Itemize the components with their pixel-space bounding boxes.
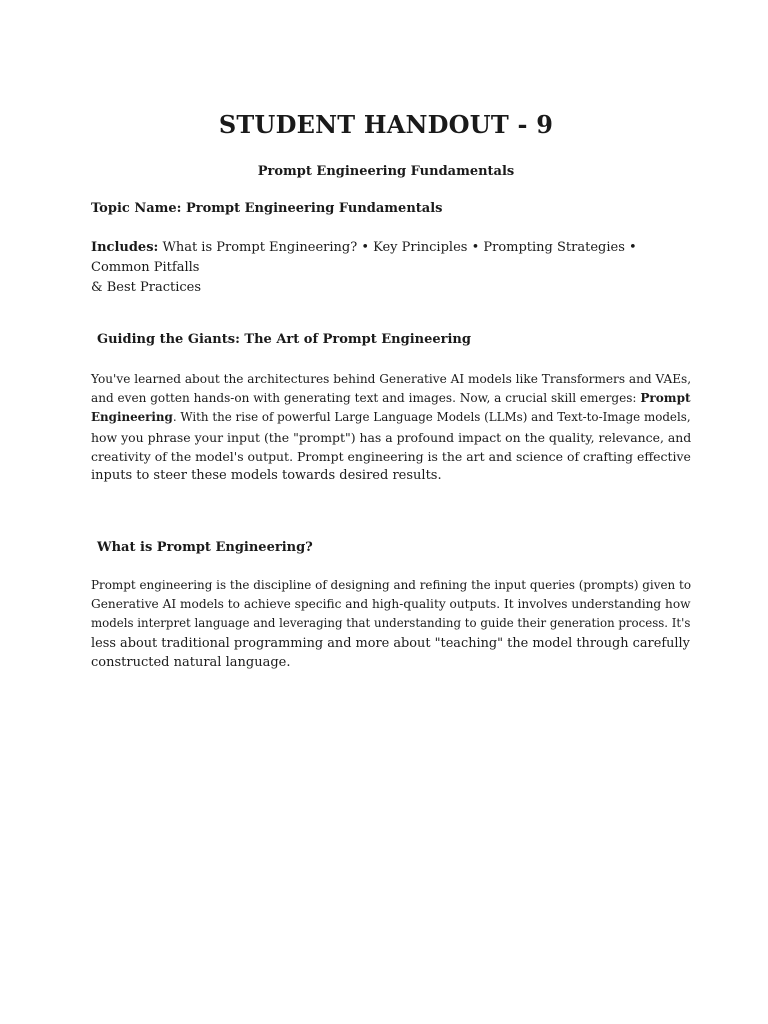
section-heading-what-is-prompt-engineering: What is Prompt Engineering? (97, 540, 313, 555)
paragraph-line: Prompt engineering is the discipline of designing and refining the input queries (prompts) given to (91, 578, 692, 592)
includes-list-line-1: What is Prompt Engineering? • Key Principles • Prompting Strategies • Common Pitfalls (91, 240, 637, 275)
page-subtitle: Prompt Engineering Fundamentals (257, 164, 515, 179)
paragraph-line: Generative AI models to achieve specific and high-quality outputs. It involves understanding how (91, 597, 691, 612)
paragraph-text: and even gotten hands-on with generating text and images. Now, a crucial skill emerges: (91, 391, 641, 406)
paragraph-line (91, 389, 691, 408)
paragraph-line: constructed natural language. (91, 654, 291, 670)
bold-term: Prompt (640, 391, 691, 406)
includes-list-line-2: & Best Practices (91, 280, 201, 295)
paragraph-line: inputs to steer these models towards desired results. (91, 468, 442, 484)
section-paragraph-guiding-giants (91, 370, 692, 485)
paragraph-line: models interpret language and leveraging that understanding to guide their generation process. It's (91, 616, 691, 631)
paragraph-line (91, 408, 691, 427)
paragraph-line: You've learned about the architectures behind Generative AI models like Transformers and VAEs, (91, 372, 692, 386)
includes-paragraph (91, 238, 681, 298)
paragraph-text: . With the rise of powerful Large Language Models (LLMs) and Text-to-Image models, (172, 410, 691, 425)
paragraph-line: how you phrase your input (the "prompt") has a profound impact on the quality, relevance, and (91, 429, 692, 445)
paragraph-line: less about traditional programming and more about "teaching" the model through carefully (91, 635, 690, 651)
topic-name: Topic Name: Prompt Engineering Fundamentals (91, 201, 443, 216)
paragraph-line: creativity of the model's output. Prompt engineering is the art and science of crafting effective (91, 448, 691, 464)
section-heading-guiding-giants: Guiding the Giants: The Art of Prompt Engineering (97, 332, 471, 347)
page-title: STUDENT HANDOUT - 9 (218, 110, 554, 139)
includes-label: Includes: (91, 240, 159, 255)
bold-term: Engineering (91, 410, 173, 425)
section-paragraph-what-is-prompt-engineering (91, 576, 692, 672)
